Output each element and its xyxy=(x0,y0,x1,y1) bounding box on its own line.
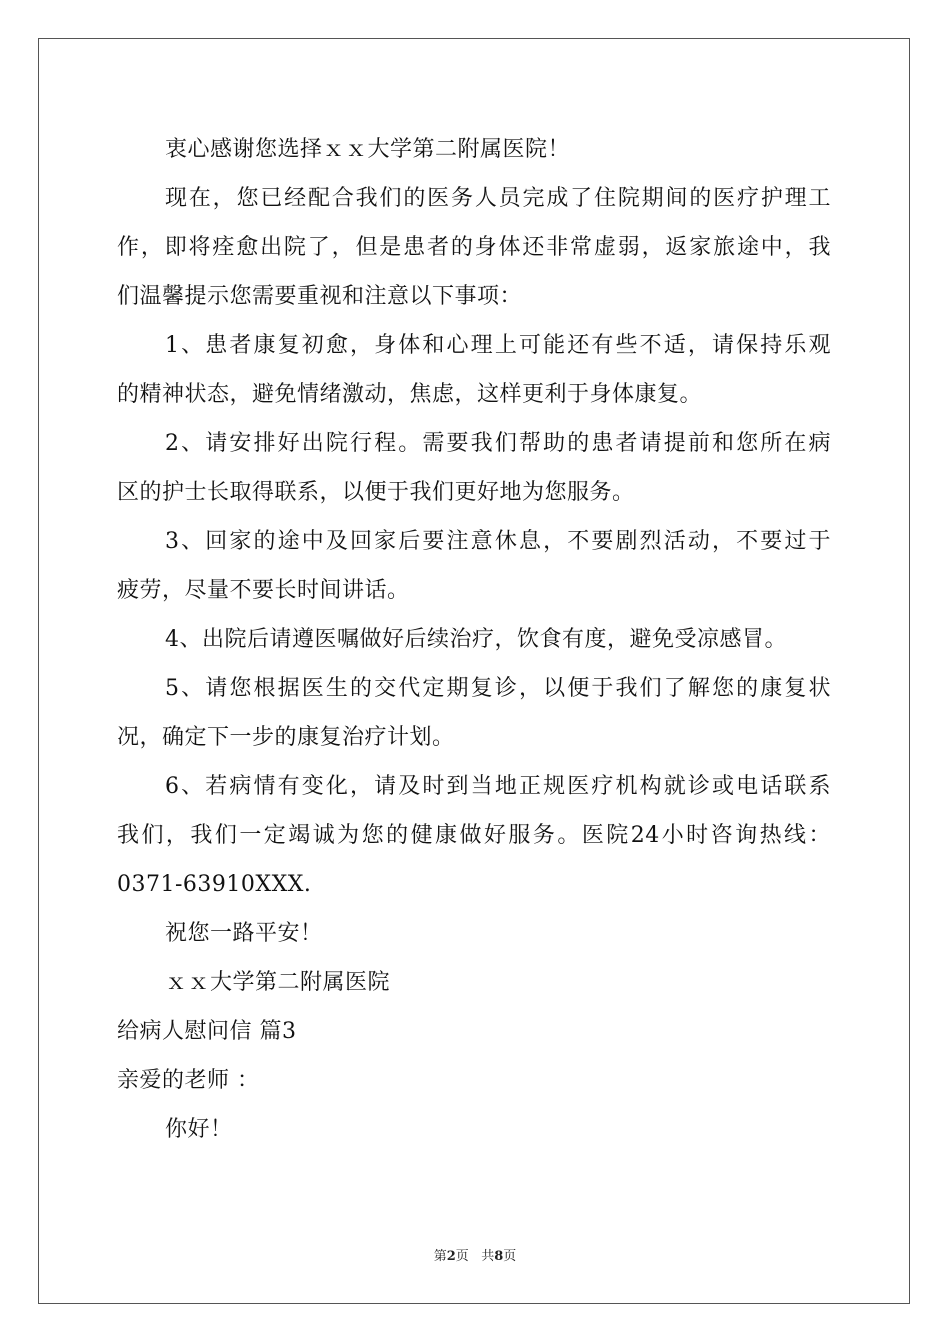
salutation: 亲爱的老师 ： xyxy=(117,1068,260,1093)
section-heading: 给病人慰问信 篇3 xyxy=(117,1019,297,1044)
page-total: 8 xyxy=(494,1249,504,1264)
list-item-2-cont: 区的护士长取得联系，以便于我们更好地为您服务。 xyxy=(117,480,635,505)
page-current: 2 xyxy=(446,1249,456,1264)
list-item-5: 5、请您根据医生的交代定期复诊，以便于我们了解您的康复状 xyxy=(165,676,831,701)
list-item-6-cont: 我们，我们一定竭诚为您的健康做好服务。医院24小时咨询热线： xyxy=(117,823,831,848)
paragraph-line: 现在，您已经配合我们的医务人员完成了住院期间的医疗护理工 xyxy=(165,186,831,211)
list-item-1-cont: 的精神状态，避免情绪激动，焦虑，这样更利于身体康复。 xyxy=(117,382,703,407)
list-item-3: 3、回家的途中及回家后要注意休息，不要剧烈活动，不要过于 xyxy=(165,529,831,554)
list-item-1: 1、患者康复初愈，身体和心理上可能还有些不适，请保持乐观 xyxy=(165,333,831,358)
total-suffix: 页 xyxy=(503,1249,517,1264)
total-prefix: 共 xyxy=(481,1249,495,1264)
signature-hospital: ｘｘ大学第二附属医院 xyxy=(165,970,391,995)
greeting-hello: 你好！ xyxy=(165,1117,233,1142)
paragraph-line: 们温馨提示您需要重视和注意以下事项： xyxy=(117,284,523,309)
list-item-2: 2、请安排好出院行程。需要我们帮助的患者请提前和您所在病 xyxy=(165,431,831,456)
closing-wish: 祝您一路平安！ xyxy=(165,921,323,946)
list-item-3-cont: 疲劳，尽量不要长时间讲话。 xyxy=(117,578,410,603)
page-border xyxy=(38,38,910,1304)
list-item-5-cont: 况，确定下一步的康复治疗计划。 xyxy=(117,725,455,750)
page-prefix: 第 xyxy=(433,1249,447,1264)
list-item-6: 6、若病情有变化，请及时到当地正规医疗机构就诊或电话联系 xyxy=(165,774,831,799)
list-item-4: 4、出院后请遵医嘱做好后续治疗，饮食有度，避免受凉感冒。 xyxy=(165,627,787,652)
page-footer xyxy=(0,1249,950,1265)
greeting-thanks: 衷心感谢您选择ｘｘ大学第二附属医院！ xyxy=(165,137,571,162)
page-suffix: 页 xyxy=(455,1249,469,1264)
hotline-number: 0371-63910XXX. xyxy=(117,872,312,897)
paragraph-line: 作，即将痊愈出院了，但是患者的身体还非常虚弱，返家旅途中，我 xyxy=(117,235,831,260)
